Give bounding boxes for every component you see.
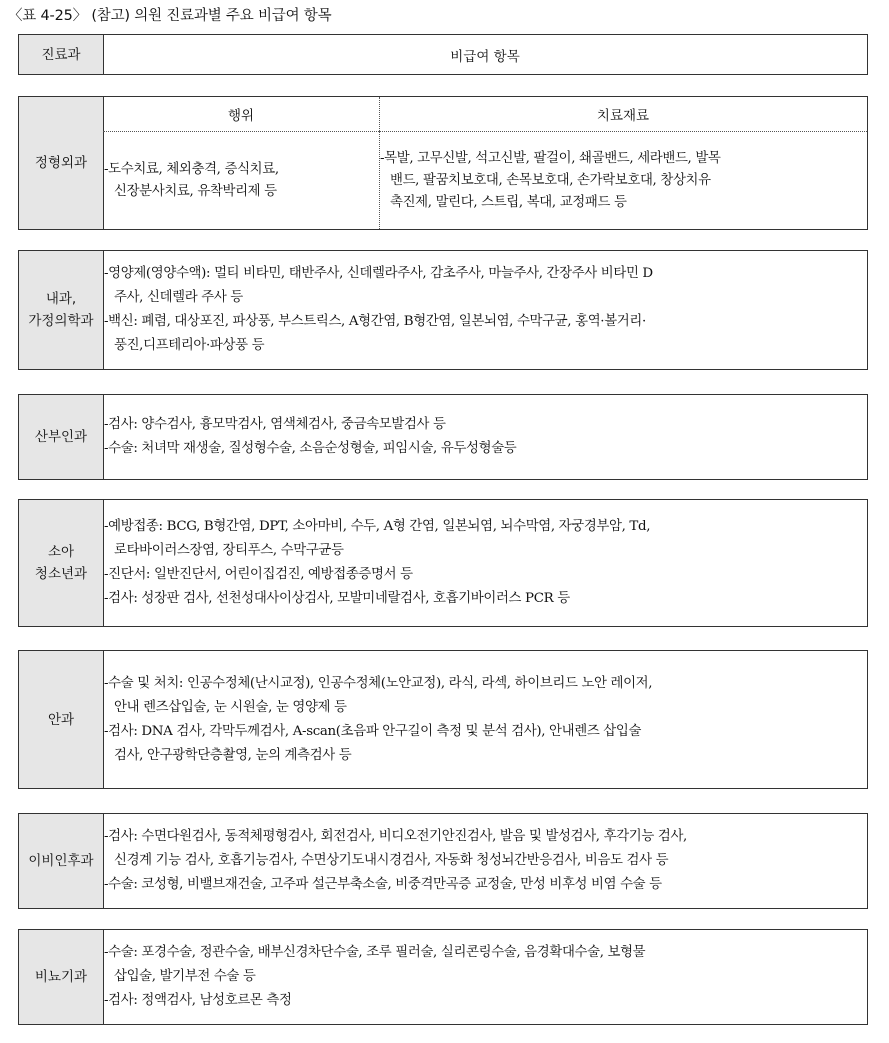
dept-column-header: 진료과 (19, 35, 104, 74)
item-line: 검사, 안구광학단층촬영, 눈의 계측검사 등 (114, 747, 352, 763)
dept-items (103, 814, 867, 908)
dept-label: 소아 청소년과 (19, 500, 104, 626)
dept-items (103, 930, 867, 1024)
item-line: 안내 렌즈삽입술, 눈 시원술, 눈 영양제 등 (114, 699, 347, 715)
dept-label: 산부인과 (19, 395, 104, 479)
dept-label: 이비인후과 (19, 814, 104, 908)
item-line: 로타바이러스장염, 장티푸스, 수막구균등 (114, 543, 344, 558)
material-column (379, 97, 867, 229)
item-line: -수술: 처녀막 재생술, 질성형수술, 소음순성형술, 피임시술, 유두성형술등 (104, 441, 517, 456)
procedure-column (103, 97, 380, 229)
item-line: -검사: DNA 검사, 각막두께검사, A-scan(초음파 안구길이 측정 및 분석 검사), 안내렌즈 삽입술 (104, 723, 642, 739)
procedure-items (103, 132, 379, 229)
item-line: -예방접종: BCG, B형간염, DPT, 소아마비, 수두, A형 간염, 일본뇌염, 뇌수막염, 자궁경부암, Td, (104, 519, 651, 534)
item-line: -검사: 수면다원검사, 동적체평형검사, 회전검사, 비디오전기안진검사, 발음 및 발성검사, 후각기능 검사, (104, 829, 687, 844)
dept-block-orthopedics (18, 96, 868, 230)
dept-block-pediatrics (18, 499, 868, 627)
item-line: -검사: 성장판 검사, 선천성대사이상검사, 모발미네랄검사, 호흡기바이러스 PCR 등 (104, 591, 570, 606)
dept-block-obgyn (18, 394, 868, 480)
item-line: 촉진제, 말린다, 스트립, 복대, 교정패드 등 (390, 194, 627, 210)
item-line: -수술: 포경수술, 정관수술, 배부신경차단수술, 조루 필러술, 실리콘링수술, 음경확대수술, 보형물 (104, 945, 646, 960)
table-caption: 〈표 4-25〉 (참고) 의원 진료과별 주요 비급여 항목 (8, 8, 332, 24)
item-line: -수술 및 처치: 인공수정체(난시교정), 인공수정체(노안교정), 라식, 라섹, 하이브리드 노안 레이저, (104, 675, 653, 691)
item-line: -백신: 폐렴, 대상포진, 파상풍, 부스트릭스, A형간염, B형간염, 일본뇌염, 수막구균, 홍역·볼거리· (104, 314, 646, 329)
items-column-header: 비급여 항목 (450, 48, 520, 65)
dept-label: 정형외과 (19, 97, 104, 229)
item-line: -수술: 코성형, 비밸브재건술, 고주파 설근부축소술, 비중격만곡증 교정술, 만성 비후성 비염 수술 등 (104, 877, 662, 892)
material-header: 치료재료 (379, 97, 867, 132)
item-line: 신장분사치료, 유착박리제 등 (114, 183, 277, 199)
material-items (379, 132, 867, 229)
item-line: 풍진,디프테리아·파상풍 등 (114, 338, 265, 353)
dept-items (103, 651, 867, 788)
dept-items (103, 500, 867, 626)
dept-block-ophthalmology (18, 650, 868, 789)
dept-block-internal-medicine (18, 250, 868, 370)
item-line: -도수치료, 체외충격, 증식치료, (104, 161, 279, 177)
item-line: -검사: 정액검사, 남성호르몬 측정 (104, 993, 292, 1008)
item-line: 삽입술, 발기부전 수술 등 (114, 969, 256, 984)
procedure-header: 행위 (103, 97, 379, 132)
dept-label: 비뇨기과 (19, 930, 104, 1024)
dept-block-ent (18, 813, 868, 909)
item-line: 신경계 기능 검사, 호흡기능검사, 수면상기도내시경검사, 자동화 청성뇌간반응검사, 비음도 검사 등 (114, 853, 669, 868)
dept-items (103, 251, 867, 369)
dept-label: 안과 (19, 651, 104, 788)
dept-label: 내과, 가정의학과 (19, 251, 104, 369)
item-line: -진단서: 일반진단서, 어린이집검진, 예방접종증명서 등 (104, 567, 413, 582)
table-header (18, 34, 868, 75)
item-line: -검사: 양수검사, 흉모막검사, 염색체검사, 중금속모발검사 등 (104, 417, 446, 432)
dept-items (103, 395, 867, 479)
item-line: 밴드, 팔꿈치보호대, 손목보호대, 손가락보호대, 창상치유 (390, 172, 711, 188)
item-line: -영양제(영양수액): 멀티 비타민, 태반주사, 신데렐라주사, 감초주사, 마늘주사, 간장주사 비타민 D (104, 266, 653, 281)
dept-block-urology (18, 929, 868, 1025)
item-line: 주사, 신데렐라 주사 등 (114, 290, 243, 305)
item-line: -목발, 고무신발, 석고신발, 팔걸이, 쇄골밴드, 세라밴드, 발목 (380, 150, 721, 166)
